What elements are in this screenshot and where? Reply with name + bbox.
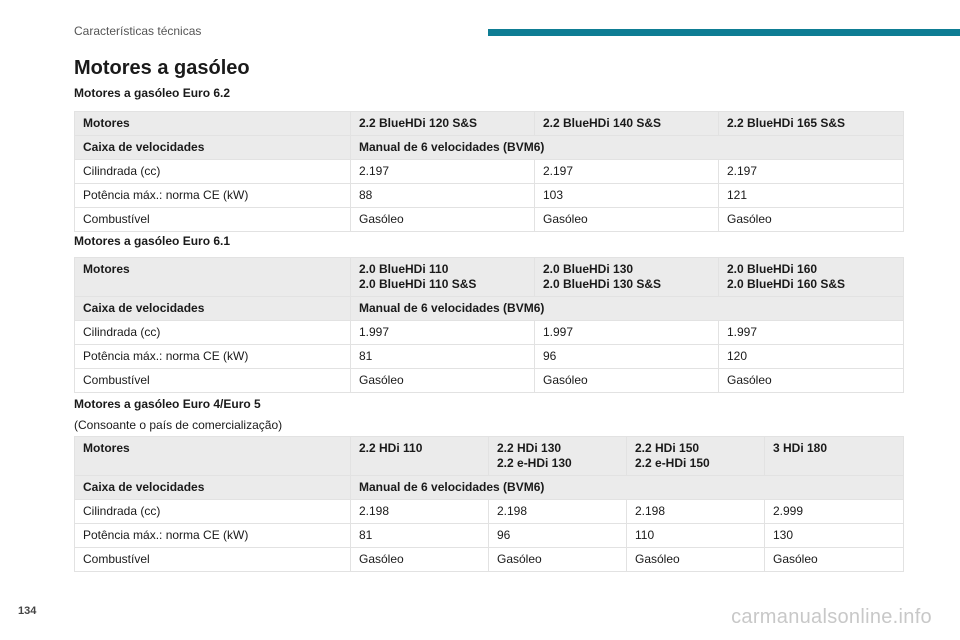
cell: 2.999	[765, 500, 904, 524]
header-line: 2.2 HDi 130	[497, 441, 562, 455]
table-heading: Motores a gasóleo Euro 4/Euro 5	[74, 397, 261, 411]
spec-table-euro-6-2	[74, 111, 904, 232]
header-line: 2.0 BlueHDi 110 S&S	[359, 277, 477, 291]
page-number: 134	[18, 605, 37, 617]
cell: 81	[351, 345, 535, 369]
header-cell: 2.2 BlueHDi 140 S&S	[535, 112, 719, 136]
header-line: 2.2 HDi 150	[635, 441, 700, 455]
table-row	[75, 160, 904, 184]
cell: 2.197	[719, 160, 904, 184]
gearbox-value: Manual de 6 velocidades (BVM6)	[351, 476, 904, 500]
cell: 1.997	[535, 321, 719, 345]
header-cell: Motores	[75, 437, 351, 476]
table-heading: Motores a gasóleo Euro 6.1	[74, 234, 231, 248]
cell: Gasóleo	[351, 548, 489, 572]
cell: 1.997	[351, 321, 535, 345]
gearbox-row	[75, 476, 904, 500]
table-row	[75, 548, 904, 572]
header-cell	[627, 437, 765, 476]
cell: Gasóleo	[351, 369, 535, 393]
header-line: 2.2 e-HDi 150	[635, 456, 710, 470]
cell: 81	[351, 524, 489, 548]
watermark: carmanualsonline.info	[731, 606, 932, 628]
row-label: Potência máx.: norma CE (kW)	[75, 345, 351, 369]
table-row	[75, 524, 904, 548]
table-row	[75, 369, 904, 393]
header-cell	[351, 258, 535, 297]
cell: 120	[719, 345, 904, 369]
cell: 103	[535, 184, 719, 208]
row-label: Cilindrada (cc)	[75, 500, 351, 524]
header-cell: Motores	[75, 258, 351, 297]
table-header-row	[75, 258, 904, 297]
cell: 2.198	[627, 500, 765, 524]
row-label: Combustível	[75, 369, 351, 393]
cell: 2.198	[351, 500, 489, 524]
row-label: Combustível	[75, 548, 351, 572]
cell: 88	[351, 184, 535, 208]
table-heading: Motores a gasóleo Euro 6.2	[74, 86, 231, 100]
table-header-row	[75, 437, 904, 476]
header-cell: 2.2 HDi 110	[351, 437, 489, 476]
header-cell	[489, 437, 627, 476]
table-row	[75, 500, 904, 524]
cell: Gasóleo	[719, 208, 904, 232]
table-row	[75, 184, 904, 208]
table-row	[75, 321, 904, 345]
gearbox-row	[75, 136, 904, 160]
gearbox-label: Caixa de velocidades	[75, 297, 351, 321]
header-line: 2.0 BlueHDi 160	[727, 262, 818, 276]
section-title: Características técnicas	[74, 24, 202, 38]
header-line: 2.0 BlueHDi 130	[543, 262, 634, 276]
table-row	[75, 345, 904, 369]
header-cell	[719, 258, 904, 297]
spec-table-euro-4-5	[74, 436, 904, 572]
row-label: Potência máx.: norma CE (kW)	[75, 184, 351, 208]
header-cell: 2.2 BlueHDi 120 S&S	[351, 112, 535, 136]
gearbox-label: Caixa de velocidades	[75, 136, 351, 160]
cell: 2.198	[489, 500, 627, 524]
cell: Gasóleo	[627, 548, 765, 572]
table-note: (Consoante o país de comercialização)	[74, 418, 283, 432]
gearbox-row	[75, 297, 904, 321]
table-header-row	[75, 112, 904, 136]
header-cell: Motores	[75, 112, 351, 136]
cell: 110	[627, 524, 765, 548]
header-line: 2.2 e-HDi 130	[497, 456, 572, 470]
cell: 2.197	[351, 160, 535, 184]
cell: Gasóleo	[535, 208, 719, 232]
cell: Gasóleo	[719, 369, 904, 393]
row-label: Cilindrada (cc)	[75, 160, 351, 184]
cell: Gasóleo	[765, 548, 904, 572]
gearbox-value: Manual de 6 velocidades (BVM6)	[351, 297, 904, 321]
cell: 1.997	[719, 321, 904, 345]
row-label: Potência máx.: norma CE (kW)	[75, 524, 351, 548]
cell: Gasóleo	[535, 369, 719, 393]
header-accent-bar	[488, 29, 960, 36]
cell: 96	[535, 345, 719, 369]
header-cell: 3 HDi 180	[765, 437, 904, 476]
page-title: Motores a gasóleo	[74, 57, 250, 79]
cell: 130	[765, 524, 904, 548]
header-line: 2.0 BlueHDi 110	[359, 262, 449, 276]
gearbox-value: Manual de 6 velocidades (BVM6)	[351, 136, 904, 160]
spec-table-euro-6-1	[74, 257, 904, 393]
cell: Gasóleo	[351, 208, 535, 232]
header-cell	[535, 258, 719, 297]
header-line: 2.0 BlueHDi 130 S&S	[543, 277, 662, 291]
header-cell: 2.2 BlueHDi 165 S&S	[719, 112, 904, 136]
cell: 96	[489, 524, 627, 548]
row-label: Combustível	[75, 208, 351, 232]
cell: 2.197	[535, 160, 719, 184]
cell: Gasóleo	[489, 548, 627, 572]
table-row	[75, 208, 904, 232]
row-label: Cilindrada (cc)	[75, 321, 351, 345]
header-line: 2.0 BlueHDi 160 S&S	[727, 277, 846, 291]
cell: 121	[719, 184, 904, 208]
gearbox-label: Caixa de velocidades	[75, 476, 351, 500]
